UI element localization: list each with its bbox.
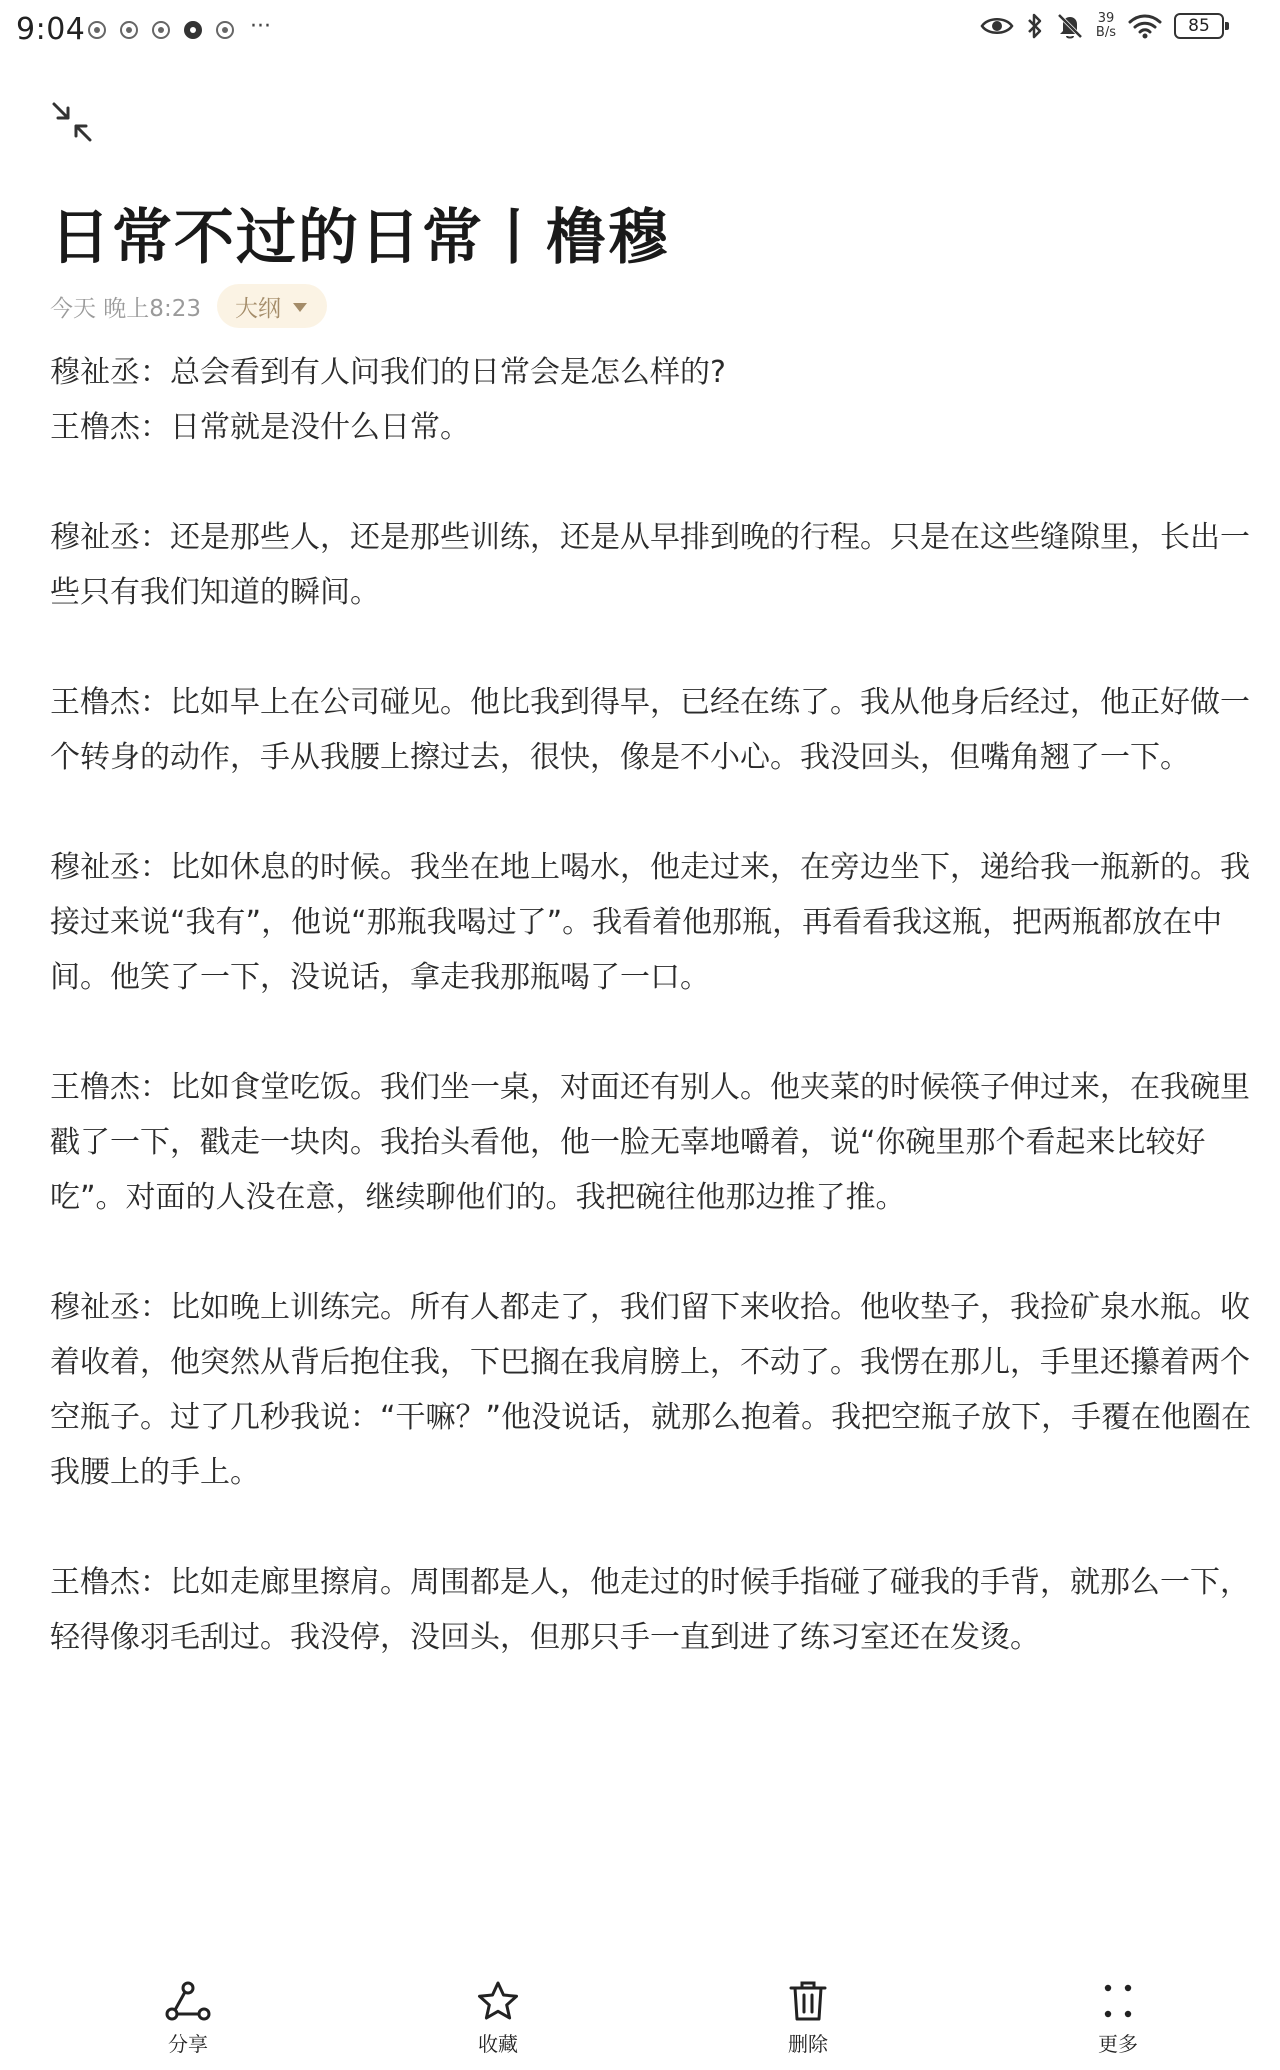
notification-icons [88, 14, 271, 39]
app-notification-icon [184, 21, 202, 39]
wifi-icon [1128, 13, 1162, 39]
system-icons [980, 12, 1224, 40]
more-button[interactable] [1058, 1980, 1178, 2057]
network-speed-value: 39 [1097, 11, 1115, 26]
note-body[interactable] [50, 345, 1260, 1665]
delete-label: 删除 [788, 2032, 828, 2056]
paragraph-spacer [50, 1225, 1260, 1280]
bluetooth-icon [1026, 12, 1044, 40]
more-label: 更多 [1098, 2032, 1138, 2056]
outline-button[interactable] [217, 284, 327, 328]
note-title[interactable]: 日常不过的日常丨橹穆 [50, 203, 670, 273]
status-time: 9:04 [16, 12, 86, 47]
note-paragraph: 王橹杰：比如食堂吃饭。我们坐一桌，对面还有别人。他夹菜的时候筷子伸过来，在我碗里戳了一下，戳走一块肉。我抬头看他，他一脸无辜地嚼着，说“你碗里那个看起来比较好吃”。对面的人没在意，继续聊他们的。我把碗往他那边推了推。 [50, 1070, 1250, 1215]
paragraph-spacer [50, 455, 1260, 510]
note-timestamp: 今天 晚上8:23 [50, 295, 201, 322]
network-speed [1096, 12, 1116, 40]
note-paragraph: 王橹杰：日常就是没什么日常。 [50, 410, 470, 445]
bottom-toolbar [0, 1980, 1280, 2070]
eye-icon [980, 14, 1014, 38]
app-notification-icon [216, 21, 234, 39]
favorite-label: 收藏 [478, 2032, 518, 2056]
note-paragraph: 穆祉丞：比如休息的时候。我坐在地上喝水，他走过来，在旁边坐下，递给我一瓶新的。我接过来说“我有”，他说“那瓶我喝过了”。我看着他那瓶，再看看我这瓶，把两瓶都放在中间。他笑了一下，没说话，拿走我那瓶喝了一口。 [50, 850, 1250, 995]
more-vertical-icon [1096, 1980, 1140, 2022]
note-paragraph: 穆祉丞：总会看到有人问我们的日常会是怎么样的? [50, 355, 726, 390]
app-notification-icon [152, 21, 170, 39]
star-icon [476, 1980, 520, 2022]
note-meta [50, 283, 327, 329]
app-notification-icon [88, 21, 106, 39]
mute-bell-icon [1056, 12, 1084, 40]
note-paragraph: 穆祉丞：还是那些人，还是那些训练，还是从早排到晚的行程。只是在这些缝隙里，长出一些只有我们知道的瞬间。 [50, 520, 1250, 610]
status-bar [0, 0, 1280, 64]
delete-button[interactable] [748, 1980, 868, 2057]
note-paragraph: 王橹杰：比如走廊里擦肩。周围都是人，他走过的时候手指碰了碰我的手背，就那么一下，轻得像羽毛刮过。我没停，没回头，但那只手一直到进了练习室还在发烫。 [50, 1565, 1250, 1655]
paragraph-spacer [50, 1500, 1260, 1555]
favorite-button[interactable] [438, 1980, 558, 2057]
more-notifications-icon: ··· [250, 14, 271, 39]
trash-icon [786, 1980, 830, 2022]
paragraph-spacer [50, 620, 1260, 675]
paragraph-spacer [50, 1005, 1260, 1060]
paragraph-spacer [50, 785, 1260, 840]
share-icon [164, 1980, 212, 2022]
battery-icon: 85 [1174, 13, 1224, 39]
collapse-button[interactable] [50, 100, 94, 144]
note-paragraph: 穆祉丞：比如晚上训练完。所有人都走了，我们留下来收拾。他收垫子，我捡矿泉水瓶。收着收着，他突然从背后抱住我，下巴搁在我肩膀上，不动了。我愣在那儿，手里还攥着两个空瓶子。过了几秒我说：“干嘛？”他没说话，就那么抱着。我把空瓶子放下，手覆在他圈在我腰上的手上。 [50, 1290, 1252, 1490]
network-speed-unit: B/s [1095, 25, 1116, 40]
caret-down-icon [293, 303, 307, 312]
share-label: 分享 [168, 2032, 208, 2056]
note-paragraph: 王橹杰：比如早上在公司碰见。他比我到得早，已经在练了。我从他身后经过，他正好做一个转身的动作，手从我腰上擦过去，很快，像是不小心。我没回头，但嘴角翘了一下。 [50, 685, 1250, 775]
collapse-icon [50, 100, 94, 144]
outline-label: 大纲 [234, 295, 281, 322]
share-button[interactable] [128, 1980, 248, 2057]
app-notification-icon [120, 21, 138, 39]
